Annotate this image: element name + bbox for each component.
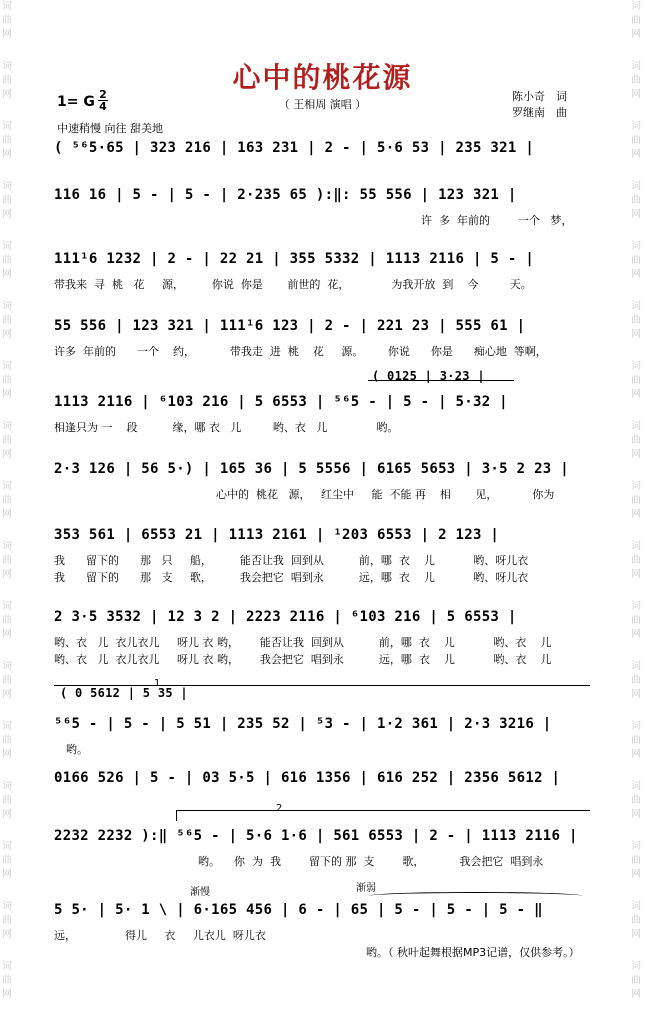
watermark-glyph: 曲 (631, 15, 641, 26)
watermark-glyph: 曲 (2, 735, 12, 746)
notation-line: 5 5· | 5· 1 \ | 6·165 456 | 6 - | 65 | 5 - | 5 - | 5 - ‖ (54, 902, 543, 918)
watermark-glyph: 网 (2, 809, 12, 820)
watermark-glyph: 网 (2, 989, 12, 1000)
final-slur (368, 892, 583, 900)
watermark-glyph: 词 (2, 661, 12, 672)
notation-line: 353 561 | 6553 21 | 1113 2161 | ¹203 6553 | 2 123 | (54, 527, 500, 543)
watermark-glyph: 曲 (2, 495, 12, 506)
watermark-glyph: 网 (2, 149, 12, 160)
watermark-glyph: 曲 (2, 315, 12, 326)
watermark-glyph: 词 (631, 361, 641, 372)
watermark-glyph: 词 (631, 61, 641, 72)
watermark-glyph: 词 (631, 601, 641, 612)
watermark-glyph: 网 (631, 929, 641, 940)
watermark-glyph: 词 (2, 601, 12, 612)
watermark-glyph: 曲 (631, 975, 641, 986)
bracket-notes: ( 0 5612 | 5 35 | (60, 686, 188, 700)
watermark-glyph: 网 (2, 389, 12, 400)
watermark-glyph: 词 (2, 721, 12, 732)
watermark-glyph: 网 (2, 89, 12, 100)
watermark-glyph: 曲 (631, 135, 641, 146)
watermark-glyph: 曲 (2, 795, 12, 806)
watermark-glyph: 曲 (2, 375, 12, 386)
watermark-glyph: 网 (631, 329, 641, 340)
lyric-line: 许 多 年前的 一个 梦， (421, 214, 573, 227)
watermark-glyph: 曲 (631, 675, 641, 686)
watermark-glyph: 词 (2, 841, 12, 852)
volta-2-number: 2 (276, 803, 283, 814)
watermark-glyph: 曲 (2, 255, 12, 266)
watermark-glyph: 词 (2, 1, 12, 12)
lyric-line: 我 留下的 那 只 船， 能否让我 回到从 前，哪 衣 儿 哟、呀儿衣 (54, 554, 529, 567)
tempo-change-decresc: 渐弱 (356, 883, 376, 894)
watermark-glyph: 曲 (631, 735, 641, 746)
watermark-glyph: 词 (631, 1, 641, 12)
lyric-line: 许多 年前的 一个 约， 带我走 进 桃 花 源。 你说 你是 痴心地 等啊， (54, 345, 547, 358)
watermark-glyph: 曲 (631, 855, 641, 866)
watermark-glyph: 曲 (631, 795, 641, 806)
watermark-glyph: 网 (631, 449, 641, 460)
watermark-glyph: 词 (2, 481, 12, 492)
watermark-glyph: 词 (2, 781, 12, 792)
watermark-glyph: 网 (2, 629, 12, 640)
tempo-change-ritard: 渐慢 (190, 887, 210, 898)
watermark-glyph: 曲 (2, 675, 12, 686)
watermark-glyph: 词 (2, 301, 12, 312)
notation-line: ⁵⁶5 - | 5 - | 5 51 | 235 52 | ⁵3 - | 1·2 361 | 2·3 3216 | (54, 716, 552, 732)
notation-line: 116 16 | 5 - | 5 - | 2·235 65 ):‖: 55 556 | 123 321 | (54, 187, 517, 203)
watermark-glyph: 词 (631, 901, 641, 912)
notation-line: 2·3 126 | 56 5·) | 165 36 | 5 5556 | 6165 5653 | 3·5 2 23 | (54, 461, 569, 477)
watermark-glyph: 网 (631, 569, 641, 580)
watermark-glyph: 曲 (2, 615, 12, 626)
watermark-glyph: 网 (631, 809, 641, 820)
watermark-glyph: 词 (2, 181, 12, 192)
watermark-glyph: 网 (2, 689, 12, 700)
watermark-glyph: 网 (631, 989, 641, 1000)
watermark-glyph: 曲 (2, 855, 12, 866)
watermark-glyph: 曲 (2, 15, 12, 26)
watermark-glyph: 网 (2, 29, 12, 40)
composer-credit: 罗继南 曲 (512, 106, 567, 119)
watermark-glyph: 词 (631, 541, 641, 552)
watermark-glyph: 曲 (2, 195, 12, 206)
watermark-glyph: 网 (2, 509, 12, 520)
watermark-glyph: 网 (631, 629, 641, 640)
watermark-glyph: 曲 (631, 195, 641, 206)
notation-line: 0166 526 | 5 - | 03 5·5 | 616 1356 | 616 252 | 2356 5612 | (54, 770, 561, 786)
watermark-glyph: 曲 (2, 555, 12, 566)
notation-line: 111¹6 1232 | 2 - | 22 21 | 355 5332 | 1113 2116 | 5 - | (54, 251, 535, 267)
volta-2-line (176, 810, 590, 821)
watermark-glyph: 网 (2, 569, 12, 580)
watermark-glyph: 词 (631, 241, 641, 252)
watermark-glyph: 曲 (631, 495, 641, 506)
watermark-glyph: 网 (631, 89, 641, 100)
lyric-line: 哟。（ 秋叶起舞根据MP3记谱，仅供参考。） (366, 946, 580, 959)
watermark-glyph: 曲 (2, 75, 12, 86)
watermark-glyph: 词 (631, 721, 641, 732)
lyric-line: 我 留下的 那 支 歌， 我会把它 唱到永 远，哪 衣 儿 哟、呀儿衣 (54, 571, 529, 584)
lyric-line: 哟、衣 儿 衣儿衣儿 呀儿 衣 哟， 我会把它 唱到永 远，哪 衣 儿 哟、衣 儿 (54, 653, 552, 666)
watermark-glyph: 曲 (2, 435, 12, 446)
watermark-glyph: 曲 (631, 375, 641, 386)
watermark-glyph: 曲 (2, 915, 12, 926)
meter-bottom: 4 (99, 100, 107, 113)
watermark-glyph: 词 (2, 241, 12, 252)
notation-line: 2 3·5 3532 | 12 3 2 | 2223 2116 | ⁶103 216 | 5 6553 | (54, 609, 517, 625)
notation-line: 1113 2116 | ⁶103 216 | 5 6553 | ⁵⁶5 - | 5 - | 5·32 | (54, 394, 508, 410)
watermark-glyph: 曲 (2, 135, 12, 146)
watermark-glyph: 曲 (631, 255, 641, 266)
watermark-glyph: 词 (631, 661, 641, 672)
watermark-glyph: 网 (631, 749, 641, 760)
watermark-glyph: 网 (2, 929, 12, 940)
lyric-line: 心中的 桃花 源， 红尘中 能 不能 再 相 见， 你为 (216, 488, 555, 501)
watermark-glyph: 词 (631, 301, 641, 312)
watermark-glyph: 曲 (631, 435, 641, 446)
watermark-glyph: 网 (2, 329, 12, 340)
watermark-glyph: 词 (631, 181, 641, 192)
watermark-glyph: 词 (631, 121, 641, 132)
watermark-glyph: 曲 (631, 615, 641, 626)
watermark-glyph: 网 (2, 749, 12, 760)
lyric-line: 哟、衣 儿 衣儿衣儿 呀儿 衣 哟， 能否让我 回到从 前，哪 衣 儿 哟、衣 儿 (54, 636, 552, 649)
watermark-glyph: 网 (631, 389, 641, 400)
watermark-glyph: 网 (631, 209, 641, 220)
lyric-line: 远， 得儿 衣 儿衣儿 呀儿衣 (54, 929, 266, 942)
watermark-glyph: 网 (2, 869, 12, 880)
watermark-glyph: 词 (2, 121, 12, 132)
watermark-glyph: 网 (2, 449, 12, 460)
lyric-line: 相逢只为 一 段 缘，哪 衣 儿 哟、衣 儿 哟。 (54, 421, 399, 434)
watermark-glyph: 词 (2, 61, 12, 72)
bracket-notes: ( 0125 | 3·23 | (372, 369, 485, 383)
watermark-glyph: 词 (2, 901, 12, 912)
watermark-glyph: 网 (631, 29, 641, 40)
watermark-glyph: 网 (631, 869, 641, 880)
watermark-glyph: 词 (2, 421, 12, 432)
watermark-glyph: 网 (631, 149, 641, 160)
watermark-glyph: 曲 (631, 315, 641, 326)
watermark-glyph: 词 (2, 541, 12, 552)
watermark-glyph: 曲 (631, 555, 641, 566)
watermark-glyph: 词 (2, 961, 12, 972)
lyric-line: 哟。 (66, 743, 88, 756)
watermark-glyph: 网 (631, 509, 641, 520)
meter-top: 2 (99, 88, 107, 101)
watermark-glyph: 词 (631, 781, 641, 792)
song-title: 心中的桃花源 (232, 61, 413, 94)
lyricist-credit: 陈小奇 词 (512, 90, 567, 103)
singer-credit: （ 王相周 演唱 ） (278, 98, 367, 111)
watermark-glyph: 曲 (2, 975, 12, 986)
watermark-left (0, 0, 16, 1015)
tempo-marking: 中速稍慢 向往 甜美地 (57, 122, 163, 135)
watermark-glyph: 词 (631, 481, 641, 492)
watermark-glyph: 网 (631, 269, 641, 280)
watermark-glyph: 词 (631, 961, 641, 972)
watermark-glyph: 曲 (631, 915, 641, 926)
lyric-line: 哟。 你 为 我 留下的 那 支 歌， 我会把它 唱到永 (198, 855, 544, 868)
notation-line: 2232 2232 ):‖ ⁵⁶5 - | 5·6 1·6 | 561 6553 | 2 - | 1113 2116 | (54, 828, 578, 844)
time-signature (98, 89, 108, 112)
notation-line: 55 556 | 123 321 | 111¹6 123 | 2 - | 221 23 | 555 61 | (54, 318, 526, 334)
volta-1-number: 1 (154, 678, 161, 689)
watermark-glyph: 词 (2, 361, 12, 372)
lyric-line: 带我来 寻 桃 花 源， 你说 你是 前世的 花， 为我开放 到 今 天。 (54, 278, 532, 291)
watermark-glyph: 词 (631, 841, 641, 852)
notation-line: ( ⁵⁶5·65 | 323 216 | 163 231 | 2 - | 5·6 53 | 235 321 | (54, 140, 535, 156)
watermark-glyph: 网 (2, 269, 12, 280)
watermark-glyph: 词 (631, 421, 641, 432)
watermark-glyph: 曲 (631, 75, 641, 86)
watermark-right (629, 0, 645, 1015)
watermark-glyph: 网 (2, 209, 12, 220)
key-signature: 1= G (57, 94, 95, 110)
watermark-glyph: 网 (631, 689, 641, 700)
